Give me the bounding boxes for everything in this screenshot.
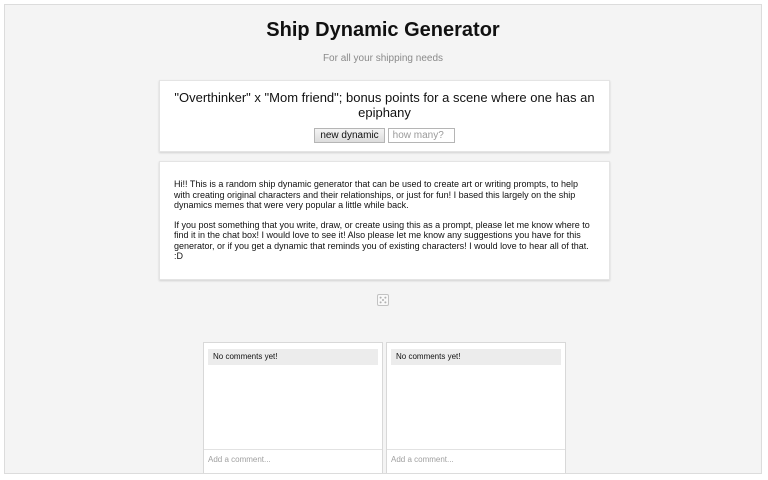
info-paragraph-request: If you post something that you write, draw, or create using this as a prompt, please let me know where to find it in the chat box! I would love to see it! Also please let me know any suggestions you have for this generator, or if you get a dynamic that reminds you of existing characters! I would love to hear all of that. :D <box>174 219 590 261</box>
comment-input[interactable] <box>387 450 565 468</box>
generator-output-card <box>159 80 610 152</box>
info-card <box>159 161 610 280</box>
generated-dynamic-text: "Overthinker" x "Mom friend"; bonus points for a scene where one has an epiphany <box>174 90 595 120</box>
comment-input-area <box>387 449 565 474</box>
comment-input-area <box>204 449 382 474</box>
comment-box-left <box>203 342 383 474</box>
comment-input[interactable] <box>204 450 382 468</box>
page-frame <box>4 4 762 474</box>
no-comments-message: No comments yet! <box>391 349 561 365</box>
no-comments-message: No comments yet! <box>208 349 378 365</box>
page-title: Ship Dynamic Generator <box>266 19 500 41</box>
new-dynamic-button[interactable]: new dynamic <box>314 128 384 143</box>
count-input[interactable] <box>388 128 455 143</box>
page-subtitle: For all your shipping needs <box>322 53 444 64</box>
dice-icon[interactable] <box>377 294 389 306</box>
comment-box-right <box>386 342 566 474</box>
info-paragraph-intro: Hi!! This is a random ship dynamic generator that can be used to create art or writing prompts, to help with creating original characters and their relationships, or just for fun! I based this largely on the ship dynamics memes that were very popular a little while back. <box>174 179 579 210</box>
info-text <box>174 179 595 271</box>
generator-controls <box>160 128 609 143</box>
